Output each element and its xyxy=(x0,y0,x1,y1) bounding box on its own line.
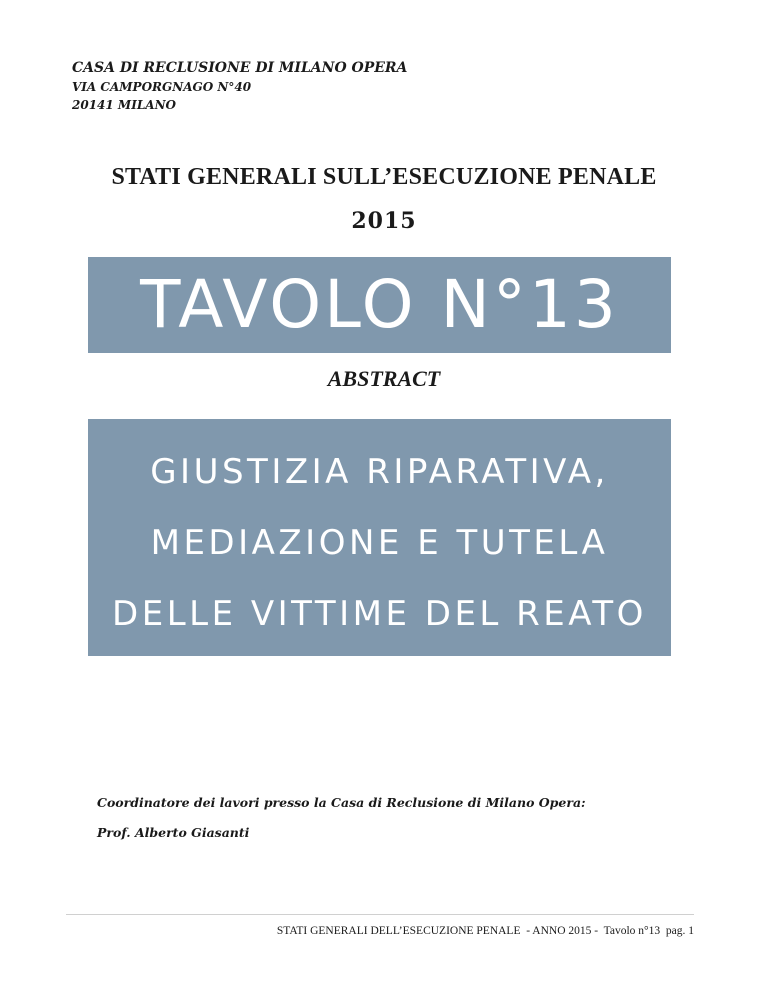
institution-city: 20141 MILANO xyxy=(72,98,176,112)
coordinator-block xyxy=(97,788,586,848)
footer-divider xyxy=(66,914,694,915)
institution-address: VIA CAMPORGNAGO N°40 xyxy=(72,80,252,94)
institution-name: CASA DI RECLUSIONE DI MILANO OPERA xyxy=(72,60,408,76)
page-footer: STATI GENERALI DELL’ESECUZIONE PENALE - ANNO 2015 - Tavolo n°13 pag. 1 xyxy=(276,925,694,937)
topic-banner xyxy=(88,419,671,656)
topic-line-3: DELLE VITTIME DEL REATO xyxy=(112,594,647,634)
sender-block xyxy=(72,58,407,114)
tavolo-banner xyxy=(88,257,671,353)
topic-line-1: GIUSTIZIA RIPARATIVA, xyxy=(150,452,609,492)
coordinator-name: Prof. Alberto Giasanti xyxy=(97,825,250,840)
topic-line-2: MEDIAZIONE E TUTELA xyxy=(150,523,609,563)
document-year: 2015 xyxy=(351,208,417,234)
abstract-label: ABSTRACT xyxy=(327,366,441,391)
tavolo-label: TAVOLO N°13 xyxy=(140,266,619,343)
document-title: STATI GENERALI SULL’ESECUZIONE PENALE xyxy=(111,164,657,190)
coordinator-label: Coordinatore dei lavori presso la Casa di Reclusione di Milano Opera: xyxy=(97,795,586,810)
